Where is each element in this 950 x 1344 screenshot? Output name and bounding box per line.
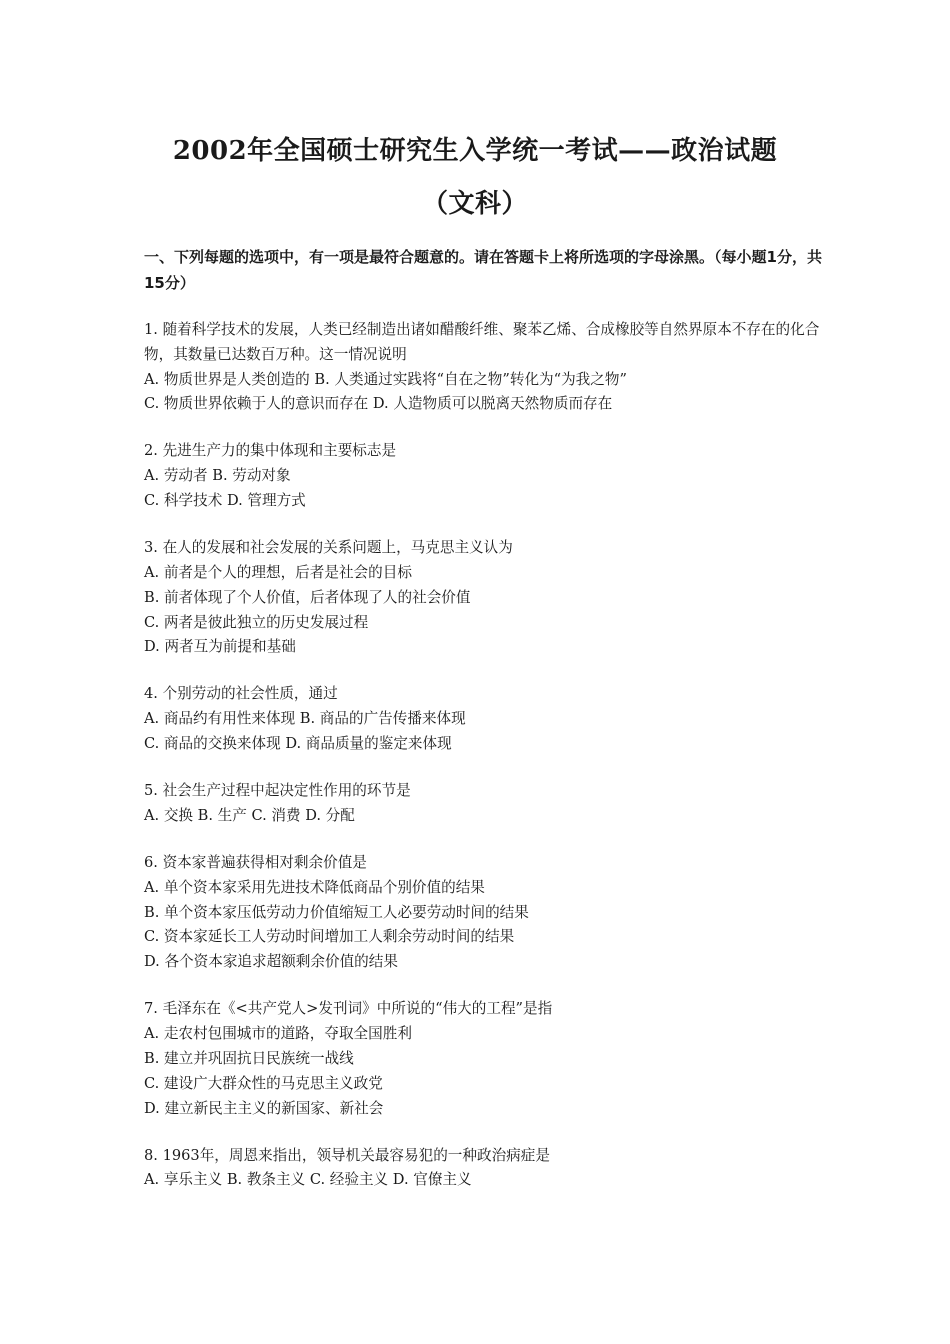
question-options: C. 建设广大群众性的马克思主义政党: [144, 1074, 383, 1092]
question-options: A. 走农村包围城市的道路，夺取全国胜利: [144, 1025, 412, 1043]
question-options: A. 劳动者 B. 劳动对象: [144, 467, 291, 485]
question-options: C. 两者是彼此独立的历史发展过程: [144, 613, 369, 631]
question-options: A. 享乐主义 B. 教条主义 C. 经验主义 D. 官僚主义: [144, 1171, 472, 1189]
question-options: D. 各个资本家追求超额剩余价值的结果: [144, 953, 398, 971]
question-options: C. 商品的交换来体现 D. 商品质量的鉴定来体现: [144, 735, 452, 753]
question-stem: 4. 个别劳动的社会性质，通过: [144, 685, 338, 703]
question-options: B. 前者体现了个人价值，后者体现了人的社会价值: [144, 588, 471, 606]
document-title: 2002年全国硕士研究生入学统一考试——政治试题: [172, 136, 778, 166]
question-stem: 5. 社会生产过程中起决定性作用的环节是: [144, 782, 411, 800]
question-stem: 1. 随着科学技术的发展，人类已经制造出诸如醋酸纤维、聚苯乙烯、合成橡胶等自然界原本不存在的化合物，其数量已达数百万种。这一情况说明: [144, 321, 820, 363]
section-heading: 一、下列每题的选项中，有一项是最符合题意的。请在答题卡上将所选项的字母涂黑。（每小题1分，共15分）: [144, 248, 822, 292]
question-item: [144, 536, 824, 660]
question-stem: 7. 毛泽东在《<共产党人>发刊词》中所说的“伟大的工程”是指: [144, 1000, 553, 1018]
question-options: C. 科学技术 D. 管理方式: [144, 492, 306, 510]
question-options: C. 物质世界依赖于人的意识而存在 D. 人造物质可以脱离天然物质而存在: [144, 395, 613, 413]
question-options: C. 资本家延长工人劳动时间增加工人剩余劳动时间的结果: [144, 928, 515, 946]
question-options: A. 交换 B. 生产 C. 消费 D. 分配: [144, 806, 355, 824]
question-options: A. 前者是个人的理想，后者是社会的目标: [144, 563, 412, 581]
question-options: B. 建立并巩固抗日民族统一战线: [144, 1049, 354, 1067]
document-subtitle: （文科）: [421, 189, 528, 219]
question-options: D. 建立新民主主义的新国家、新社会: [144, 1099, 384, 1117]
question-item: [144, 997, 824, 1121]
question-options: B. 单个资本家压低劳动力价值缩短工人必要劳动时间的结果: [144, 903, 529, 921]
question-item: [144, 682, 824, 756]
question-item: [144, 851, 824, 975]
question-item: [144, 318, 824, 417]
question-stem: 2. 先进生产力的集中体现和主要标志是: [144, 442, 397, 460]
question-item: [144, 779, 824, 829]
question-item: [144, 439, 824, 513]
question-stem: 6. 资本家普遍获得相对剩余价值是: [144, 854, 367, 872]
question-list: [144, 318, 824, 1215]
question-options: A. 商品约有用性来体现 B. 商品的广告传播来体现: [144, 710, 466, 728]
question-stem: 3. 在人的发展和社会发展的关系问题上，马克思主义认为: [144, 539, 513, 557]
question-options: A. 物质世界是人类创造的 B. 人类通过实践将“自在之物”转化为“为我之物”: [144, 370, 627, 388]
question-stem: 8. 1963年，周恩来指出，领导机关最容易犯的一种政治病症是: [144, 1146, 550, 1164]
question-options: D. 两者互为前提和基础: [144, 638, 296, 656]
question-item: [144, 1144, 824, 1194]
question-options: A. 单个资本家采用先进技术降低商品个别价值的结果: [144, 878, 485, 896]
